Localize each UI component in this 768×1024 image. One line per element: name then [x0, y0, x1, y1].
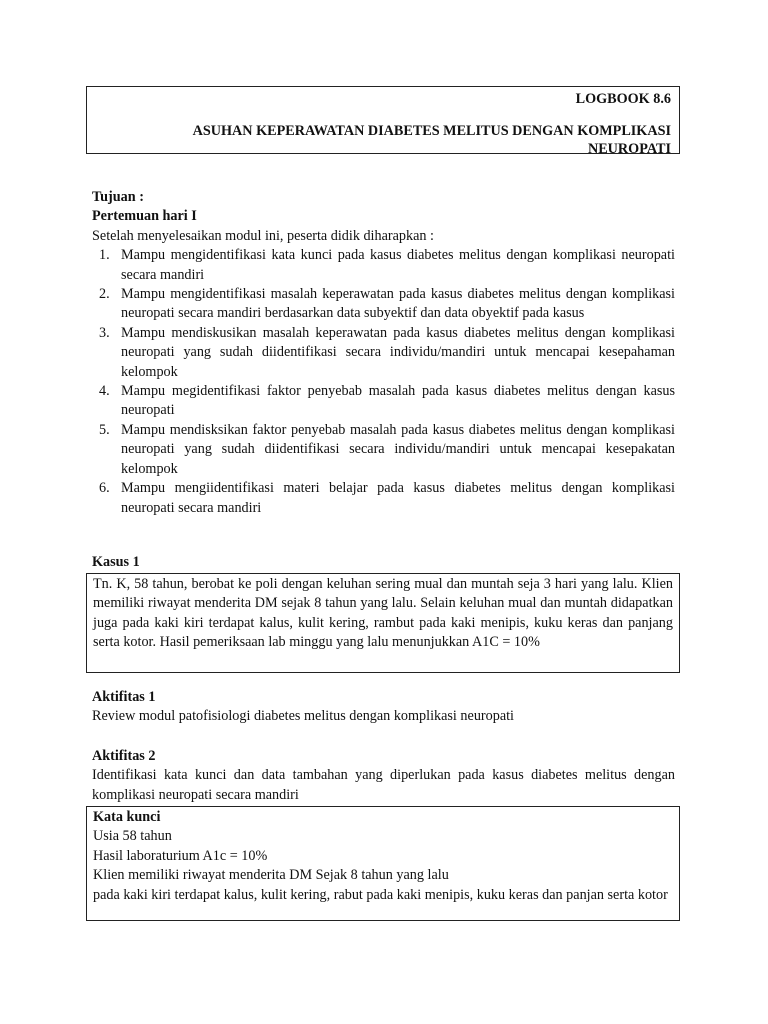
- activity-2-section: [92, 747, 675, 805]
- goal-item: 5. Mampu mendisksikan faktor penyebab masalah pada kasus diabetes melitus dengan komplikasi neuropati yang sudah diidentifikasi secara individu/mandiri untuk mencapai kesepakatan kelompok: [99, 421, 675, 477]
- goals-intro: Setelah menyelesaikan modul ini, peserta didik diharapkan :: [92, 227, 434, 244]
- case-heading: Kasus 1: [92, 554, 140, 570]
- goal-item: 3. Mampu mendiskusikan masalah keperawatan pada kasus diabetes melitus dengan komplikasi neuropati yang sudah diidentifikasi secara individu/mandiri untuk mencapai kesepahaman kelompok: [99, 324, 675, 380]
- keyword-line: Usia 58 tahun: [93, 828, 172, 845]
- keywords-heading: Kata kunci: [93, 809, 161, 825]
- logbook-number: LOGBOOK 8.6: [575, 91, 671, 107]
- goal-item: 2. Mampu mengidentifikasi masalah keperawatan pada kasus diabetes melitus dengan komplikasi neuropati secara mandiri berdasarkan data subyektif dan data obyektif pada kasus: [99, 286, 675, 322]
- document-title-line-2: NEUROPATI: [587, 141, 671, 157]
- session-heading: Pertemuan hari I: [92, 208, 197, 225]
- keyword-line: Klien memiliki riwayat menderita DM Sejak 8 tahun yang lalu: [93, 867, 449, 884]
- activity-2-text: Identifikasi kata kunci dan data tambahan yang diperlukan pada kasus diabetes melitus dengan komplikasi neuropati secara mandiri: [92, 767, 675, 803]
- case-box: [86, 573, 680, 673]
- activity-1-section: [92, 688, 675, 727]
- header-box: [86, 86, 680, 157]
- goal-item: 1. Mampu mengidentifikasi kata kunci pada kasus diabetes melitus dengan komplikasi neuropati secara mandiri: [99, 247, 675, 283]
- keyword-line: Hasil laboraturium A1c = 10%: [93, 847, 268, 864]
- case-text: Tn. K, 58 tahun, berobat ke poli dengan keluhan sering mual dan muntah seja 3 hari yang lalu. Klien memiliki riwayat menderita DM sejak 8 tahun yang lalu. Selain keluhan mual dan muntah didapatkan juga pada kaki kiri terdapat kalus, kulit kering, rambut pada kaki menipis, kuku keras dan panjang serta kotor. Hasil pemeriksaan lab minggu yang lalu menunjukkan A1C = 10%: [93, 576, 673, 651]
- activity-1-heading: Aktifitas 1: [92, 689, 156, 705]
- keywords-box: [86, 806, 680, 921]
- document-title-line-1: ASUHAN KEPERAWATAN DIABETES MELITUS DENGAN KOMPLIKASI: [192, 123, 671, 139]
- activity-1-text: Review modul patofisiologi diabetes melitus dengan komplikasi neuropati: [92, 708, 515, 725]
- goal-item: 6. Mampu mengiidentifikasi materi belajar pada kasus diabetes melitus dengan komplikasi neuropati secara mandiri: [99, 480, 675, 516]
- goals-list: [92, 246, 675, 518]
- keyword-line: pada kaki kiri terdapat kalus, kulit kering, rabut pada kaki menipis, kuku keras dan panjan serta kotor: [93, 886, 668, 903]
- goal-item: 4. Mampu megidentifikasi faktor penyebab masalah pada kasus diabetes melitus dengan kasus neuropati: [99, 383, 675, 419]
- activity-2-heading: Aktifitas 2: [92, 748, 156, 764]
- goals-section: [92, 188, 675, 518]
- goals-heading: Tujuan :: [92, 189, 144, 205]
